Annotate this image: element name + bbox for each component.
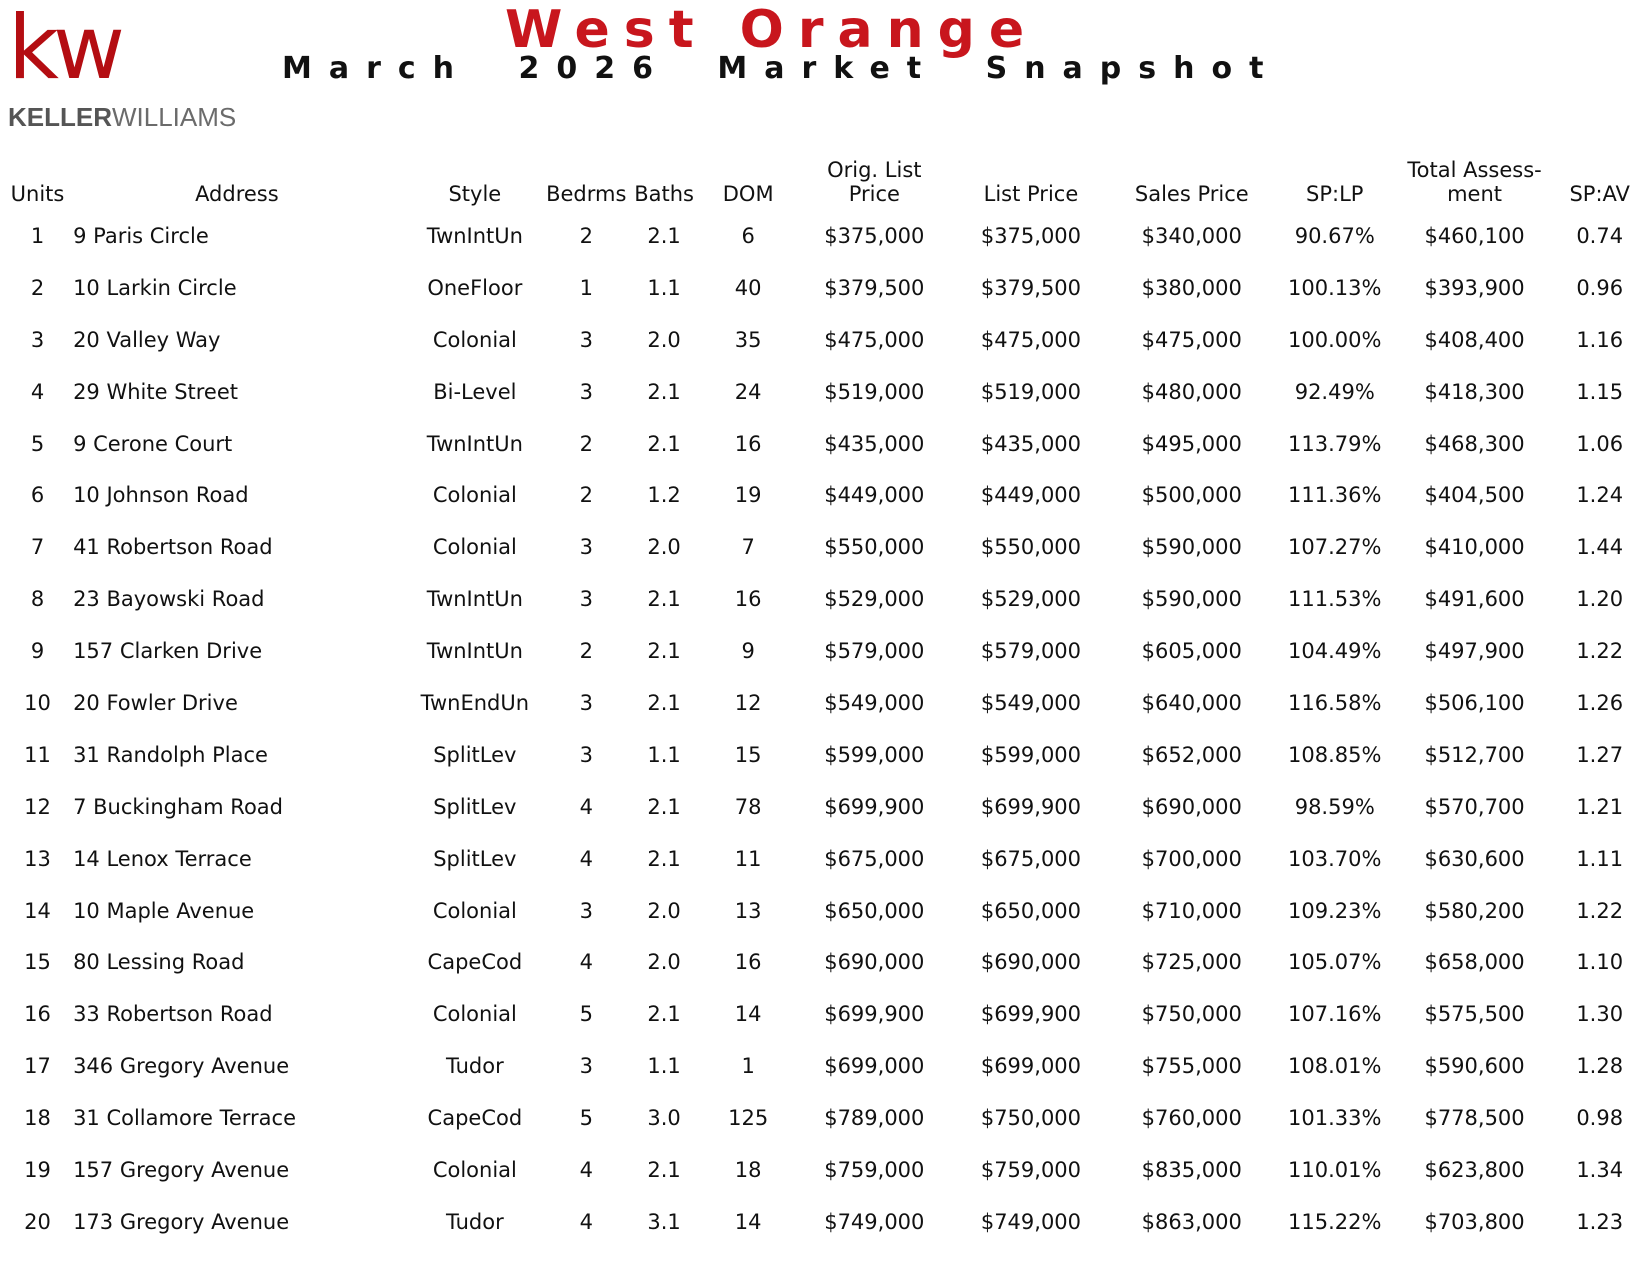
- cell-dom: 16: [734, 431, 762, 456]
- cell-sales-price: $652,000: [1141, 742, 1242, 767]
- cell-total-assessment: $491,600: [1424, 587, 1525, 612]
- col-header-sales-price: Sales Price: [1134, 182, 1249, 206]
- col-header-dom: DOM: [722, 182, 774, 206]
- cell-sp-lp: 113.79%: [1288, 431, 1382, 456]
- cell-sp-lp: 107.16%: [1288, 1002, 1382, 1027]
- cell-list-price: $529,000: [980, 587, 1082, 612]
- cell-style: TwnIntUn: [426, 223, 523, 248]
- table-row: [6, 521, 1646, 573]
- cell-total-assessment: $497,900: [1424, 639, 1525, 664]
- cell-sales-price: $725,000: [1141, 950, 1242, 975]
- col-header-orig-list-price-line2: Price: [848, 182, 900, 206]
- cell-sp-lp: 100.13%: [1288, 275, 1382, 300]
- cell-sales-price: $863,000: [1141, 1209, 1242, 1234]
- cell-sp-lp: 100.00%: [1288, 327, 1382, 352]
- cell-sp-av: 1.27: [1576, 742, 1624, 767]
- cell-style: CapeCod: [427, 950, 523, 975]
- cell-address: 157 Gregory Avenue: [73, 1157, 290, 1182]
- cell-sp-av: 1.21: [1576, 794, 1624, 819]
- cell-sp-lp: 115.22%: [1288, 1209, 1382, 1234]
- cell-orig-list-price: $379,500: [824, 275, 925, 300]
- cell-list-price: $675,000: [980, 846, 1082, 871]
- cell-dom: 19: [734, 483, 762, 508]
- cell-address: 9 Cerone Court: [73, 431, 233, 456]
- cell-address: 157 Clarken Drive: [73, 639, 263, 664]
- cell-dom: 7: [741, 535, 755, 560]
- col-header-total-assessment-line1: Total Assess-: [1407, 158, 1542, 182]
- cell-baths: 2.1: [647, 379, 681, 404]
- cell-address: 80 Lessing Road: [73, 950, 245, 975]
- table-row: [6, 469, 1646, 521]
- cell-unit: 5: [30, 431, 45, 456]
- cell-bedrms: 3: [579, 898, 593, 923]
- cell-bedrms: 3: [579, 379, 593, 404]
- cell-dom: 16: [734, 587, 762, 612]
- cell-orig-list-price: $599,000: [824, 742, 925, 767]
- table-row: [6, 1144, 1646, 1196]
- cell-sp-lp: 101.33%: [1288, 1106, 1382, 1131]
- cell-list-price: $579,000: [980, 639, 1082, 664]
- cell-orig-list-price: $650,000: [824, 898, 925, 923]
- cell-bedrms: 4: [579, 794, 593, 819]
- cell-sp-av: 1.44: [1576, 535, 1624, 560]
- cell-unit: 1: [30, 223, 45, 248]
- cell-total-assessment: $703,800: [1424, 1209, 1525, 1234]
- cell-style: TwnIntUn: [426, 431, 523, 456]
- table-row: [6, 729, 1646, 781]
- cell-total-assessment: $393,900: [1424, 275, 1525, 300]
- cell-dom: 1: [741, 1054, 755, 1079]
- cell-unit: 9: [30, 639, 45, 664]
- cell-sp-av: 1.10: [1576, 950, 1624, 975]
- cell-style: OneFloor: [427, 275, 523, 300]
- cell-sp-av: 1.22: [1576, 639, 1624, 664]
- cell-dom: 11: [734, 846, 762, 871]
- cell-sp-lp: 104.49%: [1288, 639, 1382, 664]
- cell-bedrms: 5: [579, 1106, 593, 1131]
- cell-sp-av: 1.20: [1576, 587, 1624, 612]
- cell-unit: 14: [24, 898, 51, 923]
- cell-sp-lp: 105.07%: [1288, 950, 1382, 975]
- cell-sp-av: 1.16: [1576, 327, 1624, 352]
- cell-style: CapeCod: [427, 1106, 523, 1131]
- cell-list-price: $749,000: [980, 1209, 1082, 1234]
- cell-list-price: $375,000: [980, 223, 1082, 248]
- cell-list-price: $690,000: [980, 950, 1082, 975]
- cell-sp-av: 0.98: [1576, 1106, 1624, 1131]
- cell-sp-lp: 108.85%: [1288, 742, 1382, 767]
- cell-unit: 13: [24, 846, 51, 871]
- cell-unit: 7: [30, 535, 45, 560]
- cell-baths: 1.1: [647, 1054, 681, 1079]
- col-header-baths: Baths: [634, 182, 694, 206]
- cell-baths: 3.1: [647, 1209, 681, 1234]
- cell-unit: 16: [24, 1002, 51, 1027]
- cell-unit: 20: [24, 1209, 51, 1234]
- cell-dom: 16: [734, 950, 762, 975]
- cell-style: Tudor: [445, 1054, 504, 1079]
- cell-sp-av: 1.24: [1576, 483, 1624, 508]
- cell-sp-av: 1.34: [1576, 1157, 1624, 1182]
- table-row: [6, 210, 1646, 262]
- cell-list-price: $449,000: [980, 483, 1082, 508]
- cell-style: TwnIntUn: [426, 587, 523, 612]
- cell-sp-lp: 92.49%: [1294, 379, 1375, 404]
- cell-baths: 2.0: [647, 327, 681, 352]
- cell-list-price: $650,000: [980, 898, 1082, 923]
- cell-sp-lp: 108.01%: [1288, 1054, 1382, 1079]
- cell-sales-price: $475,000: [1141, 327, 1242, 352]
- cell-total-assessment: $468,300: [1424, 431, 1525, 456]
- kw-logo-wordmark: [8, 102, 236, 133]
- kw-logo-name-bold: KELLER: [8, 102, 112, 132]
- col-header-units: Units: [10, 182, 65, 206]
- table-row: [6, 1196, 1646, 1248]
- cell-total-assessment: $506,100: [1424, 690, 1525, 715]
- cell-bedrms: 5: [579, 1002, 593, 1027]
- cell-orig-list-price: $675,000: [824, 846, 925, 871]
- cell-bedrms: 4: [579, 1209, 593, 1234]
- cell-dom: 40: [734, 275, 762, 300]
- cell-baths: 2.1: [647, 1157, 681, 1182]
- table-row: [6, 988, 1646, 1040]
- cell-list-price: $379,500: [980, 275, 1082, 300]
- cell-list-price: $759,000: [980, 1157, 1082, 1182]
- cell-style: TwnIntUn: [426, 639, 523, 664]
- cell-dom: 12: [734, 690, 762, 715]
- cell-baths: 1.1: [647, 742, 681, 767]
- market-snapshot-table: [6, 148, 1646, 1248]
- col-header-orig-list-price-line1: Orig. List: [827, 158, 922, 182]
- cell-sales-price: $480,000: [1141, 379, 1242, 404]
- cell-sp-av: 1.26: [1576, 690, 1624, 715]
- table-row: [6, 262, 1646, 314]
- cell-sp-av: 0.96: [1576, 275, 1624, 300]
- cell-list-price: $550,000: [980, 535, 1082, 560]
- cell-sales-price: $710,000: [1141, 898, 1242, 923]
- cell-baths: 2.0: [647, 535, 681, 560]
- cell-style: TwnEndUn: [420, 690, 530, 715]
- cell-dom: 14: [734, 1002, 762, 1027]
- table-row: [6, 885, 1646, 937]
- table-row: [6, 366, 1646, 418]
- cell-baths: 2.1: [647, 587, 681, 612]
- cell-sales-price: $495,000: [1141, 431, 1242, 456]
- cell-dom: 9: [741, 639, 755, 664]
- cell-total-assessment: $623,800: [1424, 1157, 1525, 1182]
- cell-total-assessment: $460,100: [1424, 223, 1525, 248]
- cell-unit: 3: [30, 327, 45, 352]
- col-header-sp-lp: SP:LP: [1306, 182, 1364, 206]
- cell-total-assessment: $410,000: [1424, 535, 1525, 560]
- col-header-total-assessment-line2: ment: [1447, 182, 1503, 206]
- cell-total-assessment: $418,300: [1424, 379, 1525, 404]
- cell-style: SplitLev: [433, 742, 517, 767]
- cell-orig-list-price: $699,900: [824, 1002, 925, 1027]
- cell-unit: 6: [30, 483, 45, 508]
- cell-address: 7 Buckingham Road: [73, 794, 284, 819]
- cell-style: Colonial: [432, 898, 517, 923]
- cell-address: 346 Gregory Avenue: [73, 1054, 290, 1079]
- cell-address: 10 Maple Avenue: [73, 898, 255, 923]
- cell-style: Bi-Level: [433, 379, 517, 404]
- cell-unit: 18: [24, 1106, 51, 1131]
- cell-orig-list-price: $579,000: [824, 639, 925, 664]
- cell-baths: 1.2: [647, 483, 681, 508]
- cell-sp-lp: 110.01%: [1288, 1157, 1382, 1182]
- cell-sales-price: $500,000: [1141, 483, 1242, 508]
- cell-sp-av: 0.74: [1576, 223, 1624, 248]
- cell-baths: 2.0: [647, 950, 681, 975]
- cell-baths: 1.1: [647, 275, 681, 300]
- cell-bedrms: 3: [579, 742, 593, 767]
- cell-list-price: $549,000: [980, 690, 1082, 715]
- cell-bedrms: 3: [579, 1054, 593, 1079]
- table-row: [6, 418, 1646, 470]
- cell-sp-lp: 90.67%: [1294, 223, 1375, 248]
- cell-unit: 19: [24, 1157, 51, 1182]
- cell-unit: 15: [24, 950, 51, 975]
- cell-dom: 24: [734, 379, 762, 404]
- cell-sp-lp: 103.70%: [1288, 846, 1382, 871]
- cell-unit: 10: [24, 690, 51, 715]
- cell-orig-list-price: $699,000: [824, 1054, 925, 1079]
- cell-sp-lp: 98.59%: [1294, 794, 1375, 819]
- cell-address: 33 Robertson Road: [73, 1002, 273, 1027]
- cell-total-assessment: $630,600: [1424, 846, 1525, 871]
- kw-logo-mark: kw: [8, 0, 119, 99]
- cell-unit: 8: [30, 587, 45, 612]
- cell-sp-av: 1.30: [1576, 1002, 1624, 1027]
- cell-sales-price: $590,000: [1141, 535, 1242, 560]
- cell-baths: 2.1: [647, 690, 681, 715]
- cell-sales-price: $690,000: [1141, 794, 1242, 819]
- cell-dom: 6: [741, 223, 755, 248]
- cell-orig-list-price: $749,000: [824, 1209, 925, 1234]
- cell-unit: 17: [24, 1054, 51, 1079]
- cell-sales-price: $340,000: [1141, 223, 1242, 248]
- table-row: [6, 833, 1646, 885]
- cell-unit: 2: [30, 275, 45, 300]
- cell-sales-price: $835,000: [1141, 1157, 1242, 1182]
- cell-orig-list-price: $759,000: [824, 1157, 925, 1182]
- cell-sales-price: $590,000: [1141, 587, 1242, 612]
- cell-bedrms: 4: [579, 1157, 593, 1182]
- cell-orig-list-price: $690,000: [824, 950, 925, 975]
- cell-baths: 2.1: [647, 639, 681, 664]
- cell-orig-list-price: $549,000: [824, 690, 925, 715]
- cell-bedrms: 2: [579, 483, 593, 508]
- col-header-bedrms: Bedrms: [546, 182, 627, 206]
- cell-bedrms: 2: [579, 431, 593, 456]
- cell-list-price: $599,000: [980, 742, 1082, 767]
- cell-sp-av: 1.23: [1576, 1209, 1624, 1234]
- cell-bedrms: 4: [579, 846, 593, 871]
- cell-sp-av: 1.15: [1576, 379, 1624, 404]
- cell-bedrms: 3: [579, 327, 593, 352]
- table-row: [6, 781, 1646, 833]
- page-title: West Orange: [505, 0, 1039, 60]
- cell-list-price: $435,000: [980, 431, 1082, 456]
- cell-total-assessment: $658,000: [1424, 950, 1525, 975]
- table-row: [6, 625, 1646, 677]
- cell-orig-list-price: $449,000: [824, 483, 925, 508]
- table-row: [6, 314, 1646, 366]
- col-header-total-assessment: [1396, 148, 1554, 210]
- cell-unit: 11: [24, 742, 51, 767]
- col-header-sp-av: SP:AV: [1569, 182, 1630, 206]
- cell-total-assessment: $580,200: [1424, 898, 1525, 923]
- cell-orig-list-price: $519,000: [824, 379, 925, 404]
- cell-orig-list-price: $550,000: [824, 535, 925, 560]
- cell-sales-price: $640,000: [1141, 690, 1242, 715]
- cell-sp-av: 1.22: [1576, 898, 1624, 923]
- cell-baths: 2.1: [647, 1002, 681, 1027]
- cell-orig-list-price: $699,900: [824, 794, 925, 819]
- table-row: [6, 1040, 1646, 1092]
- col-header-address: Address: [195, 182, 279, 206]
- cell-bedrms: 4: [579, 950, 593, 975]
- cell-style: SplitLev: [433, 846, 517, 871]
- keller-williams-logo: [6, 0, 246, 132]
- cell-address: 10 Larkin Circle: [73, 275, 237, 300]
- cell-unit: 12: [24, 794, 51, 819]
- cell-baths: 3.0: [647, 1106, 681, 1131]
- cell-sales-price: $755,000: [1141, 1054, 1242, 1079]
- cell-list-price: $699,900: [980, 1002, 1082, 1027]
- cell-baths: 2.1: [647, 846, 681, 871]
- cell-sp-lp: 116.58%: [1288, 690, 1382, 715]
- cell-bedrms: 1: [579, 275, 593, 300]
- cell-total-assessment: $590,600: [1424, 1054, 1525, 1079]
- cell-address: 20 Valley Way: [73, 327, 221, 352]
- cell-baths: 2.1: [647, 431, 681, 456]
- cell-list-price: $699,000: [980, 1054, 1082, 1079]
- table-row: [6, 573, 1646, 625]
- cell-sp-av: 1.11: [1576, 846, 1624, 871]
- table-row: [6, 936, 1646, 988]
- cell-dom: 13: [734, 898, 762, 923]
- cell-address: 173 Gregory Avenue: [73, 1209, 290, 1234]
- cell-baths: 2.0: [647, 898, 681, 923]
- cell-bedrms: 3: [579, 587, 593, 612]
- cell-address: 20 Fowler Drive: [73, 690, 238, 715]
- cell-bedrms: 2: [579, 639, 593, 664]
- cell-sales-price: $605,000: [1141, 639, 1242, 664]
- cell-style: Tudor: [445, 1209, 504, 1234]
- cell-style: Colonial: [432, 327, 517, 352]
- cell-sp-av: 1.28: [1576, 1054, 1624, 1079]
- cell-sp-lp: 111.53%: [1288, 587, 1382, 612]
- table-header-row: [6, 148, 1646, 210]
- col-header-list-price: List Price: [983, 182, 1079, 206]
- cell-orig-list-price: $375,000: [824, 223, 925, 248]
- cell-address: 31 Randolph Place: [73, 742, 268, 767]
- cell-baths: 2.1: [647, 794, 681, 819]
- cell-list-price: $519,000: [980, 379, 1082, 404]
- cell-total-assessment: $408,400: [1424, 327, 1525, 352]
- cell-sales-price: $380,000: [1141, 275, 1242, 300]
- cell-address: 9 Paris Circle: [73, 223, 209, 248]
- cell-style: Colonial: [432, 535, 517, 560]
- cell-total-assessment: $570,700: [1424, 794, 1525, 819]
- table-row: [6, 1092, 1646, 1144]
- col-header-style: Style: [448, 182, 502, 206]
- cell-style: Colonial: [432, 1002, 517, 1027]
- cell-style: Colonial: [432, 483, 517, 508]
- cell-bedrms: 3: [579, 535, 593, 560]
- cell-list-price: $750,000: [980, 1106, 1082, 1131]
- cell-total-assessment: $512,700: [1424, 742, 1525, 767]
- cell-sales-price: $760,000: [1141, 1106, 1242, 1131]
- cell-list-price: $699,900: [980, 794, 1082, 819]
- cell-dom: 15: [734, 742, 762, 767]
- col-header-orig-list-price: [797, 148, 953, 210]
- cell-dom: 18: [734, 1157, 762, 1182]
- cell-orig-list-price: $475,000: [824, 327, 925, 352]
- cell-unit: 4: [30, 379, 45, 404]
- cell-style: Colonial: [432, 1157, 517, 1182]
- cell-total-assessment: $575,500: [1424, 1002, 1525, 1027]
- cell-dom: 14: [734, 1209, 762, 1234]
- cell-address: 14 Lenox Terrace: [73, 846, 252, 871]
- cell-bedrms: 3: [579, 690, 593, 715]
- cell-address: 41 Robertson Road: [73, 535, 273, 560]
- cell-list-price: $475,000: [980, 327, 1082, 352]
- cell-total-assessment: $404,500: [1424, 483, 1525, 508]
- cell-address: 10 Johnson Road: [73, 483, 249, 508]
- table-row: [6, 677, 1646, 729]
- cell-style: SplitLev: [433, 794, 517, 819]
- page-subtitle: March 2026 Market Snapshot: [282, 51, 1281, 86]
- cell-total-assessment: $778,500: [1424, 1106, 1525, 1131]
- cell-address: 29 White Street: [73, 379, 239, 404]
- cell-orig-list-price: $435,000: [824, 431, 925, 456]
- cell-sp-lp: 111.36%: [1288, 483, 1382, 508]
- kw-logo-name-rest: WILLIAMS: [112, 102, 237, 132]
- cell-dom: 78: [734, 794, 762, 819]
- cell-dom: 125: [728, 1106, 769, 1131]
- cell-sp-av: 1.06: [1576, 431, 1624, 456]
- cell-sp-lp: 107.27%: [1288, 535, 1382, 560]
- cell-orig-list-price: $529,000: [824, 587, 925, 612]
- cell-orig-list-price: $789,000: [824, 1106, 925, 1131]
- cell-sp-lp: 109.23%: [1288, 898, 1382, 923]
- cell-dom: 35: [734, 327, 762, 352]
- cell-bedrms: 2: [579, 223, 593, 248]
- cell-address: 31 Collamore Terrace: [73, 1106, 296, 1131]
- cell-baths: 2.1: [647, 223, 681, 248]
- cell-sales-price: $700,000: [1141, 846, 1242, 871]
- cell-sales-price: $750,000: [1141, 1002, 1242, 1027]
- cell-address: 23 Bayowski Road: [73, 587, 265, 612]
